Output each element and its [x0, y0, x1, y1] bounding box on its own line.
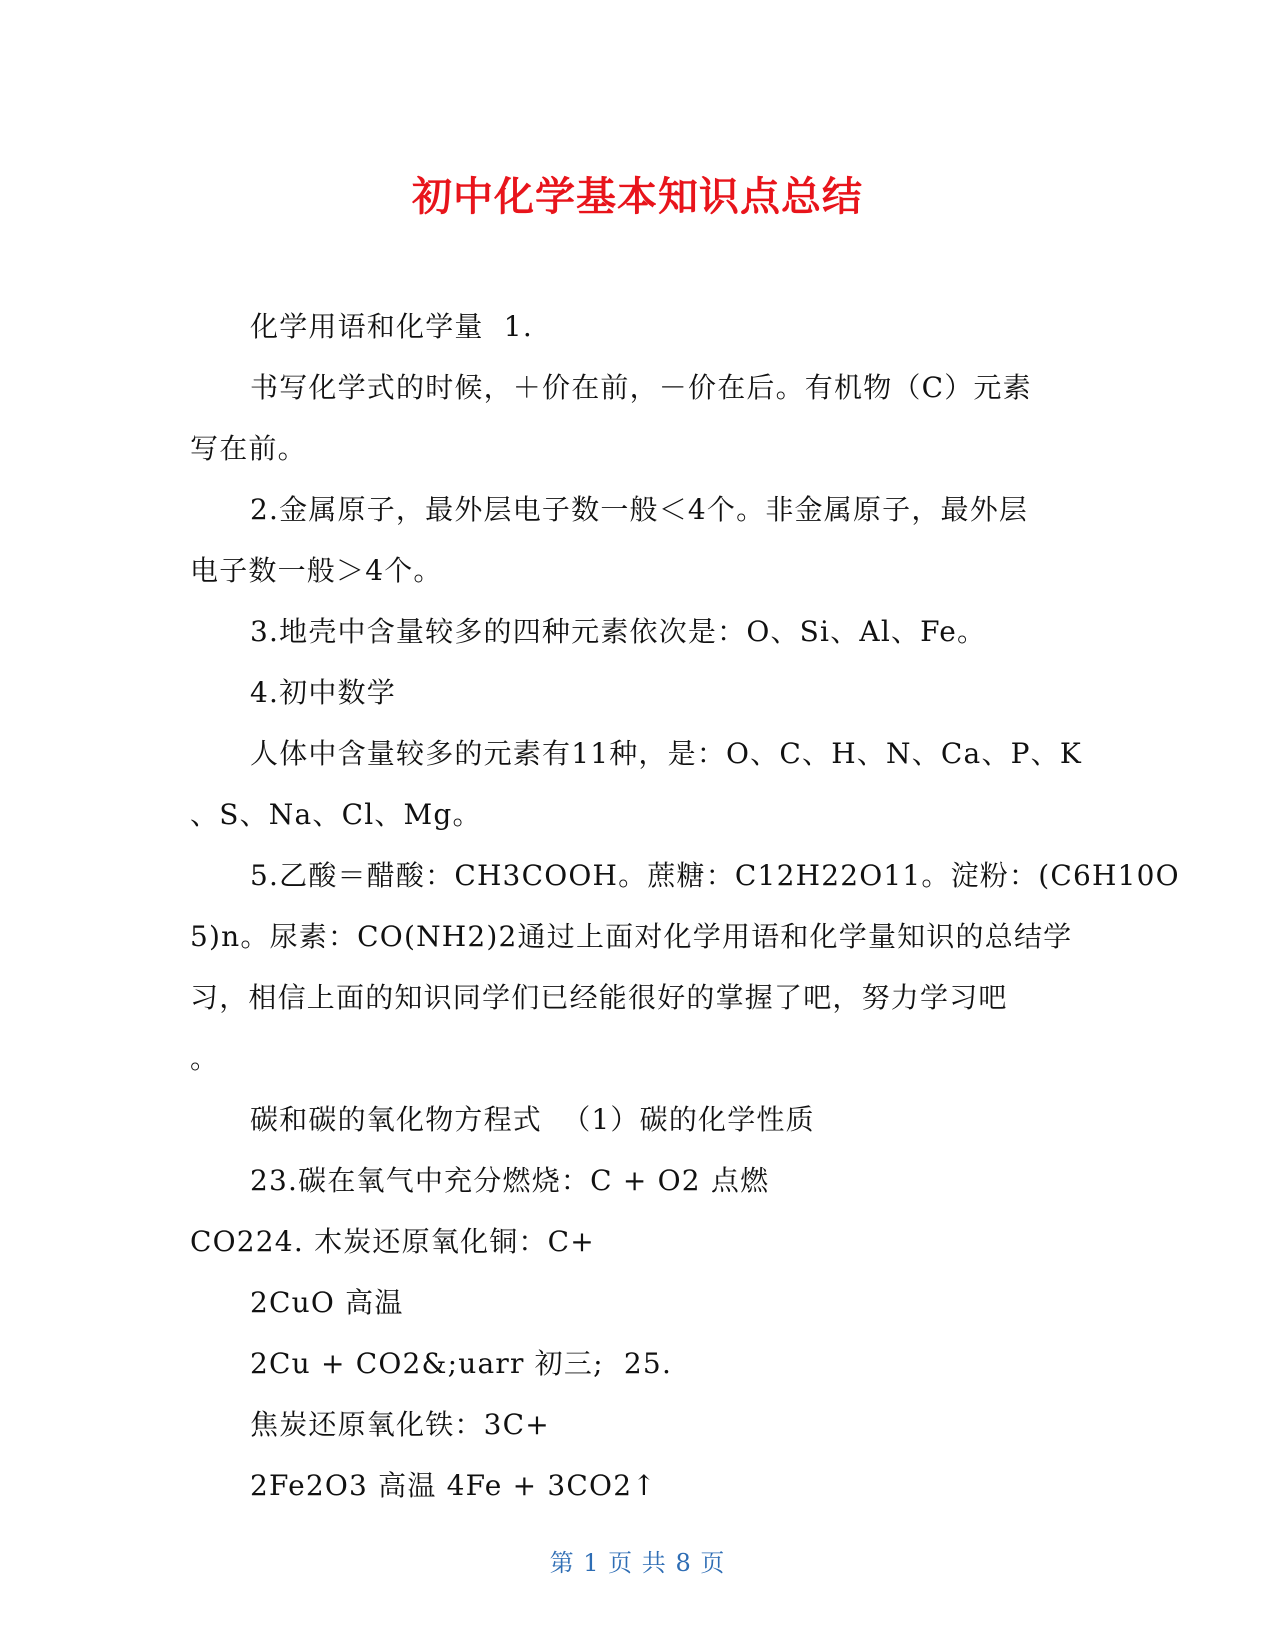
- text-line: 3.地壳中含量较多的四种元素依次是：O、Si、Al、Fe。: [250, 615, 987, 648]
- text-line: 2.金属原子，最外层电子数一般＜4个。非金属原子，最外层: [250, 493, 1029, 526]
- text-line: 2CuO 高温: [250, 1286, 404, 1319]
- text-line: 碳和碳的氧化物方程式 （1）碳的化学性质: [250, 1103, 815, 1136]
- text-line: 写在前。: [190, 432, 307, 465]
- text-line: 、S、Na、Cl、Mg。: [190, 798, 482, 831]
- text-line: 焦炭还原氧化铁：3C+: [250, 1408, 550, 1441]
- text-line: 习，相信上面的知识同学们已经能很好的掌握了吧，努力学习吧: [190, 981, 1008, 1014]
- text-line: 5)n。尿素：CO(NH2)2通过上面对化学用语和化学量知识的总结学: [190, 920, 1073, 953]
- text-line: CO224. 木炭还原氧化铜：C+: [190, 1225, 595, 1258]
- text-line: 人体中含量较多的元素有11种，是：O、C、H、N、Ca、P、K: [250, 737, 1083, 770]
- text-line: 2Fe2O3 高温 4Fe + 3CO2↑: [250, 1469, 657, 1502]
- page-number-footer: 第 1 页 共 8 页: [549, 1549, 726, 1577]
- text-line: 书写化学式的时候，＋价在前，－价在后。有机物（C）元素: [250, 371, 1032, 404]
- text-line: 。: [190, 1042, 220, 1075]
- text-line: 电子数一般＞4个。: [190, 554, 443, 587]
- text-line: 4.初中数学: [250, 676, 396, 709]
- text-line: 5.乙酸＝醋酸：CH3COOH。蔗糖：C12H22O11。淀粉：(C6H10O: [250, 859, 1180, 892]
- document-title: 初中化学基本知识点总结: [412, 174, 863, 220]
- text-line: 化学用语和化学量 1.: [250, 310, 533, 343]
- text-line: 2Cu + CO2&;uarr 初三; 25.: [250, 1347, 673, 1380]
- text-line: 23.碳在氧气中充分燃烧：C + O2 点燃: [250, 1164, 770, 1197]
- document-body: [190, 296, 1180, 1516]
